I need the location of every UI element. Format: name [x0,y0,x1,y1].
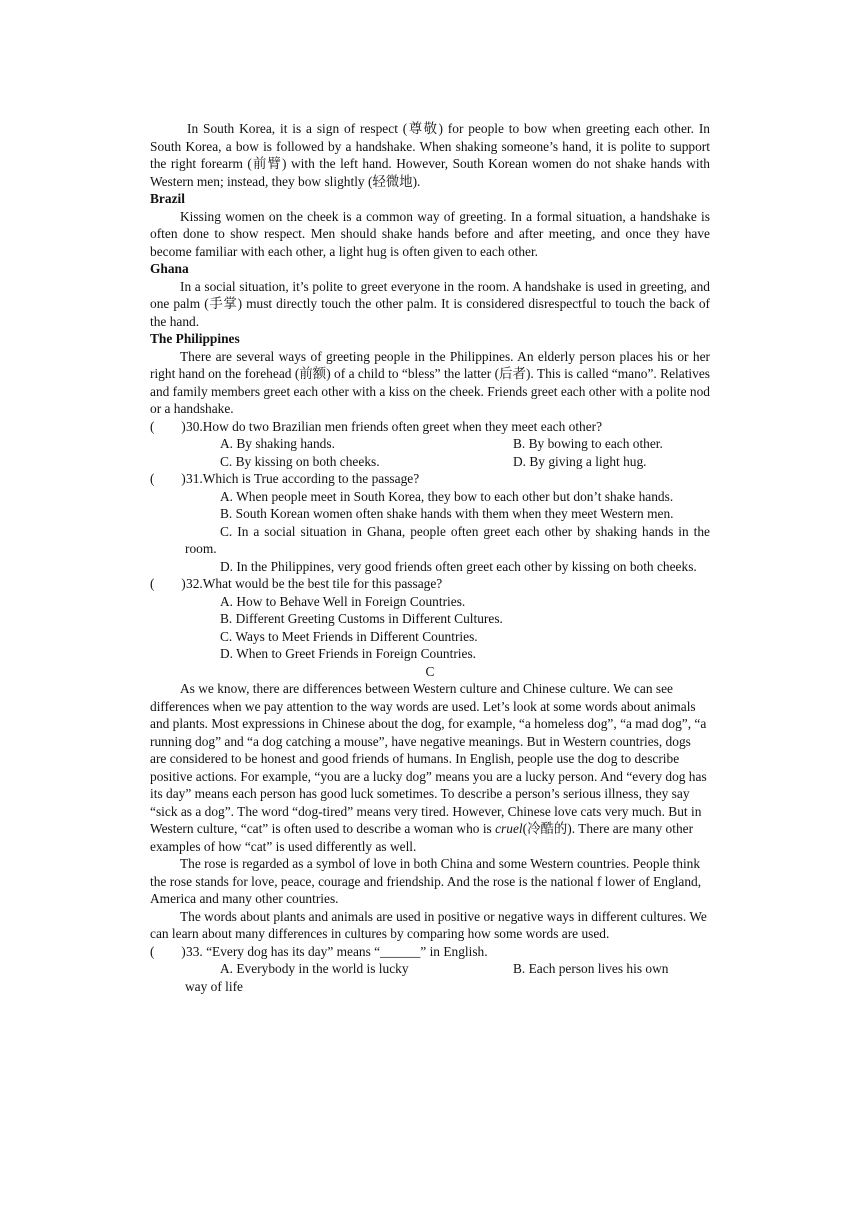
option-d: D. By giving a light hug. [513,453,647,469]
ghana-heading: Ghana [150,261,189,276]
italic-word: cruel [495,821,523,836]
passage-c-paragraph-3: The words about plants and animals are used in positive or negative ways in different cultures. We can learn about many differences in cultures by comparing how some words are used. [150,908,707,941]
option-a: A. By shaking hands. [220,436,335,451]
option-a: A. How to Behave Well in Foreign Countries. [220,593,466,609]
option-c: C. By kissing on both cheeks. [220,453,380,469]
option-b: B. Each person lives his own [513,961,669,976]
ghana-paragraph: In a social situation, it’s polite to greet everyone in the room. A handshake is used in greeting, and one palm (手掌) must directly touch the other palm. It is considered disrespectful to touch the back of the hand. [150,278,710,329]
question-stem: 32.What would be the best tile for this passage? [186,576,443,591]
option-c: C. Ways to Meet Friends in Different Countries. [220,628,478,644]
option-a: A. Everybody in the world is lucky [220,961,409,976]
option-a: A. When people meet in South Korea, they bow to each other but don’t shake hands. [220,488,674,504]
option-c: C. In a social situation in Ghana, people often greet each other by shaking hands in the room. [185,523,710,556]
question-stem: 33. “Every dog has its day” means “______” in English. [186,943,488,959]
paragraph-text: (冷酷的). There are many other examples of how “cat” is used differently as well. [150,821,694,854]
philippines-heading: The Philippines [150,331,240,346]
option-d: D. In the Philippines, very good friends often greet each other by kissing on both cheeks. [220,558,697,574]
passage-c-label: C [425,663,435,679]
answer-blank[interactable]: ( ) [150,418,186,434]
answer-blank[interactable]: ( ) [150,576,186,591]
question-33 [150,943,710,961]
korea-paragraph: In South Korea, it is a sign of respect (尊敬) for people to bow when greeting each other. In South Korea, a bow is followed by a handshake. When shaking someone’s hand, it is polite to support the right forearm (前臂) with the left hand. However, South Korean women do not shake hands with Western men; instead, they bow slightly (轻微地). [150,121,710,189]
brazil-paragraph: Kissing women on the cheek is a common way of greeting. In a formal situation, a handshake is often done to show respect. Men should shake hands before and after meeting, and once they have become familiar with each other, a light hug is often given to each other. [150,208,710,259]
answer-blank[interactable]: ( ) [150,943,186,959]
options-row [150,960,710,978]
option-b: B. Different Greeting Customs in Different Cultures. [220,611,503,626]
option-d: D. When to Greet Friends in Foreign Countries. [220,646,476,661]
option-b: B. By bowing to each other. [513,436,663,451]
option-b: B. South Korean women often shake hands with them when they meet Western men. [220,506,674,521]
option-b-continuation: way of life [185,978,244,994]
question-30 [150,418,710,436]
brazil-heading: Brazil [150,191,185,206]
options-row [150,435,710,453]
passage-c-paragraph-1 [150,680,710,855]
question-32 [150,575,710,593]
passage-c-paragraph-2: The rose is regarded as a symbol of love in both China and some Western countries. People think the rose stands for love, peace, courage and friendship. And the rose is the national f lower of England, America and many other countries. [150,856,702,906]
question-stem: 30.How do two Brazilian men friends often greet when they meet each other? [186,418,603,434]
philippines-paragraph: There are several ways of greeting people in the Philippines. An elderly person places his or her right hand on the forehead (前额) of a child to “bless” the latter (后者). This is called “mano”. Relatives and family members greet each other with a kiss on the cheek. Friends greet each other with a polite nod or a handshake. [150,348,710,416]
answer-blank[interactable]: ( ) [150,471,186,486]
question-31 [150,470,710,488]
question-stem: 31.Which is True according to the passage? [186,471,420,486]
paragraph-text: As we know, there are differences between Western culture and Chinese culture. We can see differences when we pay attention to the way words are used. Let’s look at some words about animals and plants. Most expressions in Chinese about the dog, for example, “a homeless dog”, “a mad dog”, “a running dog” and “a dog catching a mouse”, have negative meanings. But in Western countries, dogs are considered to be honest and good friends of humans. In English, people use the dog to describe positive actions. For example, “you are a lucky dog” means you are a lucky person. And “every dog has its day” means each person has good luck sometimes. To describe a person’s serious illness, they say “sick as a dog”. The word “dog-tired” means very tired. However, Chinese love cats very much. But in Western culture, “cat” is often used to describe a woman who is [150,681,707,836]
options-row [150,453,710,471]
document-page [150,120,710,995]
